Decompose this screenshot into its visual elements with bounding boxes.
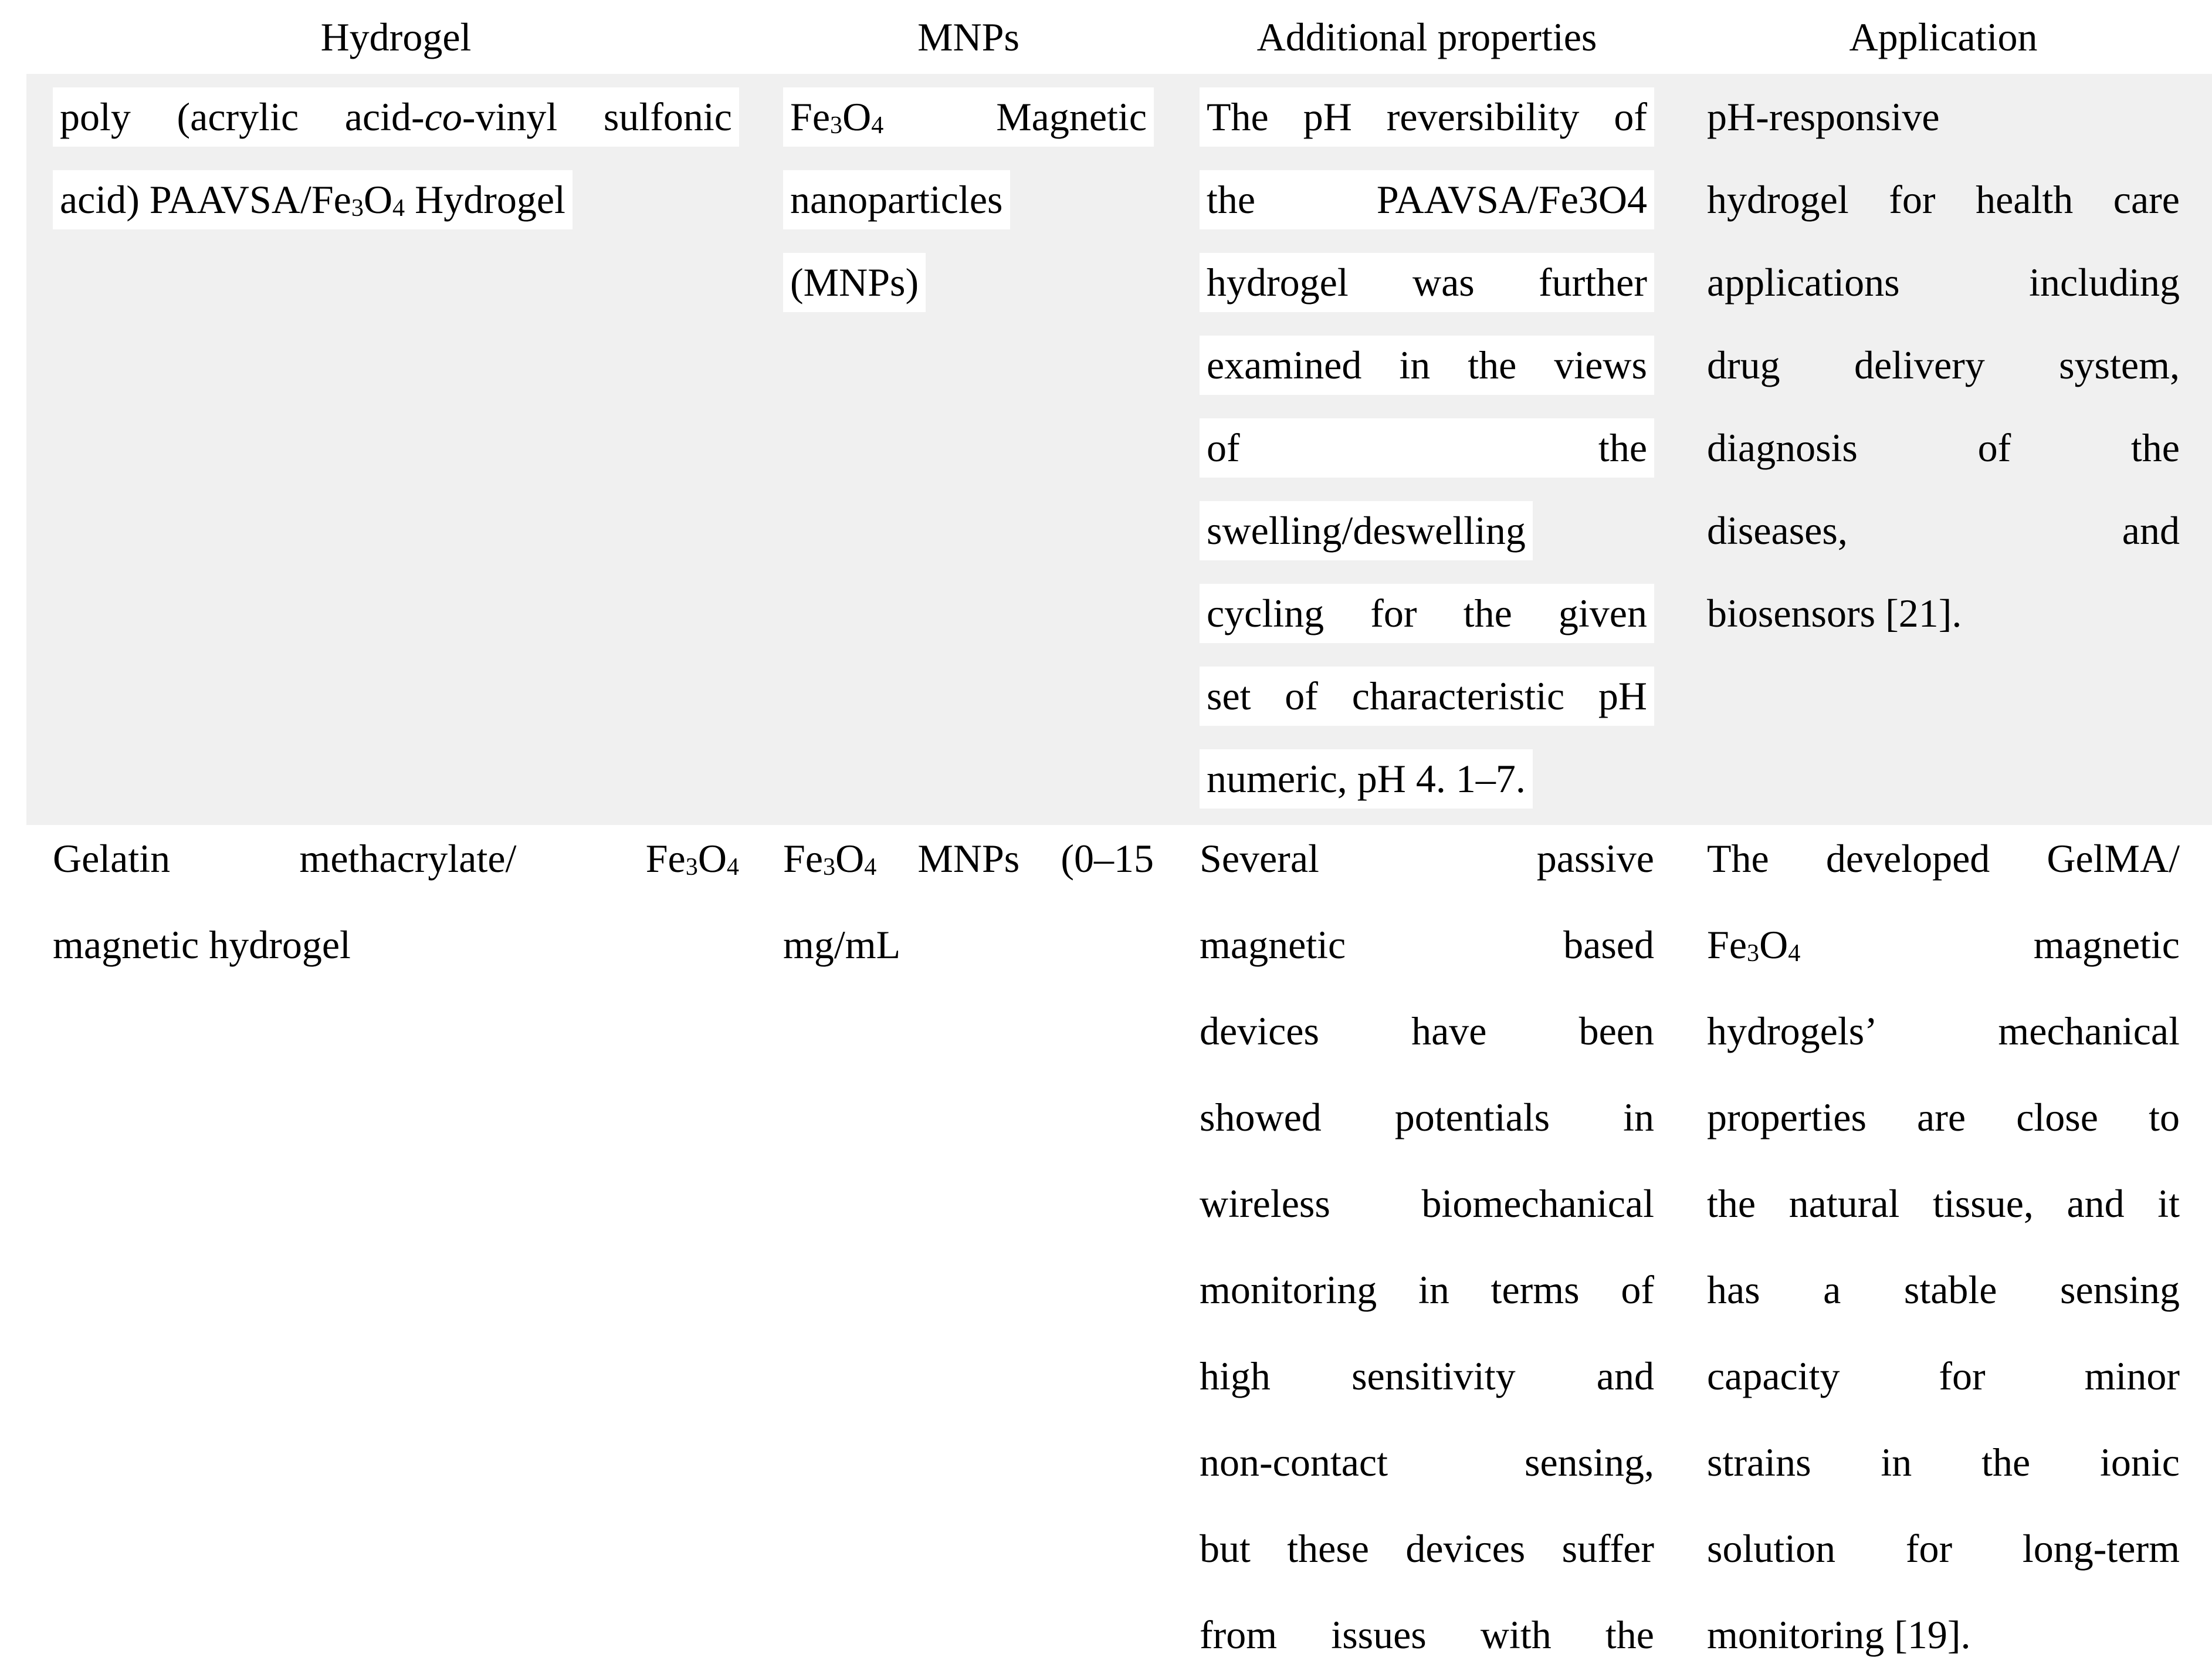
- text-line: [783, 253, 1154, 336]
- cell-text: magnetic based: [1200, 922, 1654, 967]
- cell-text: from issues with the: [1200, 1612, 1654, 1657]
- text-line: [1707, 1605, 2180, 1674]
- text-line: [783, 829, 1154, 915]
- text-line: [1200, 1174, 1654, 1260]
- highlighted-text: The pH reversibility of: [1200, 87, 1654, 147]
- text-line: [1200, 1347, 1654, 1433]
- cell-row2-mnps: [783, 829, 1154, 1002]
- text-line: [1200, 749, 1654, 832]
- text-line: [1200, 87, 1654, 170]
- column-header-additional-properties: Additional properties: [1256, 14, 1597, 59]
- text-line: [1200, 1433, 1654, 1519]
- cell-text: capacity for minor: [1707, 1354, 2180, 1398]
- text-line: [1200, 1260, 1654, 1347]
- cell-text: diagnosis of the: [1707, 425, 2180, 470]
- cell-text: properties are close to: [1707, 1095, 2180, 1139]
- text-line: [1200, 1002, 1654, 1088]
- text-line: [783, 87, 1154, 170]
- text-line: [1707, 418, 2180, 501]
- text-line: [1707, 1433, 2180, 1519]
- cell-text: applications including: [1707, 260, 2180, 305]
- cell-text: Gelatin methacrylate/ $Fe_3O_4$: [53, 836, 739, 881]
- text-line: [1200, 336, 1654, 418]
- highlighted-text: nanoparticles: [783, 170, 1010, 229]
- text-line: [1200, 915, 1654, 1002]
- cell-text: The developed GelMA/: [1707, 836, 2180, 881]
- cell-text: pH-responsive: [1707, 94, 1940, 139]
- highlighted-text: hydrogel was further: [1200, 253, 1654, 312]
- highlighted-text: of the: [1200, 418, 1654, 478]
- cell-text: high sensitivity and: [1200, 1354, 1654, 1398]
- cell-row1-application: [1707, 87, 2180, 667]
- text-line: [1707, 829, 2180, 915]
- cell-text: biosensors [21].: [1707, 591, 1962, 635]
- text-line: [1200, 1519, 1654, 1605]
- text-line: [53, 87, 739, 170]
- column-header-mnps: MNPs: [917, 14, 1019, 59]
- text-line: [1707, 1174, 2180, 1260]
- cell-text: wireless biomechanical: [1200, 1181, 1654, 1226]
- cell-text: solution for long-term: [1707, 1526, 2180, 1571]
- text-line: [1707, 87, 2180, 170]
- text-line: [1707, 915, 2180, 1002]
- cell-row2-hydrogel: [53, 829, 739, 1002]
- text-line: [1707, 1519, 2180, 1605]
- highlighted-text: examined in the views: [1200, 336, 1654, 395]
- text-line: [53, 915, 739, 1002]
- highlighted-text: set of characteristic pH: [1200, 667, 1654, 726]
- text-line: [1707, 1260, 2180, 1347]
- text-line: [1200, 170, 1654, 253]
- text-line: [1200, 253, 1654, 336]
- cell-text: hydrogels’ mechanical: [1707, 1009, 2180, 1053]
- cell-text: $Fe_3O_4$ magnetic: [1707, 922, 2180, 968]
- cell-text: hydrogel for health care: [1707, 177, 2180, 222]
- cell-text: monitoring [19].: [1707, 1612, 1971, 1657]
- column-header-application: Application: [1849, 14, 2038, 59]
- text-line: [1707, 1088, 2180, 1174]
- cell-row2-application: [1707, 829, 2180, 1674]
- cell-text: $Fe_3O_4$ MNPs (0–15: [783, 836, 1154, 881]
- highlighted-text: swelling/deswelling: [1200, 501, 1533, 560]
- highlighted-text: numeric, pH 4. 1–7.: [1200, 749, 1533, 809]
- text-line: [1707, 1002, 2180, 1088]
- cell-text: mg/mL: [783, 922, 901, 967]
- cell-text: has a stable sensing: [1707, 1267, 2180, 1312]
- text-line: [1200, 1088, 1654, 1174]
- cell-text: devices have been: [1200, 1009, 1654, 1053]
- cell-text: diseases, and: [1707, 508, 2180, 553]
- cell-text: Several passive: [1200, 836, 1654, 881]
- text-line: [783, 915, 1154, 1002]
- text-line: [1707, 170, 2180, 253]
- text-line: [1707, 584, 2180, 667]
- cell-text: magnetic hydrogel: [53, 922, 351, 967]
- highlighted-text: poly (acrylic acid-co-vinyl sulfonic: [53, 87, 739, 147]
- text-line: [1707, 253, 2180, 336]
- highlighted-text: cycling for the given: [1200, 584, 1654, 643]
- text-line: [1200, 1605, 1654, 1674]
- text-line: [1200, 418, 1654, 501]
- cell-text: strains in the ionic: [1707, 1440, 2180, 1484]
- text-line: [1707, 1347, 2180, 1433]
- text-line: [1200, 829, 1654, 915]
- cell-text: showed potentials in: [1200, 1095, 1654, 1139]
- cell-text: monitoring in terms of: [1200, 1267, 1654, 1312]
- text-line: [1200, 667, 1654, 749]
- cell-row1-additional-properties: [1200, 87, 1654, 832]
- cell-text: drug delivery system,: [1707, 343, 2180, 387]
- text-line: [1200, 584, 1654, 667]
- cell-row1-hydrogel: [53, 87, 739, 253]
- text-line: [783, 170, 1154, 253]
- highlighted-text: acid) PAAVSA/$Fe_3O_4$ Hydrogel: [53, 170, 573, 229]
- cell-text: the natural tissue, and it: [1707, 1181, 2180, 1226]
- cell-text: non-contact sensing,: [1200, 1440, 1654, 1484]
- text-line: [53, 170, 739, 253]
- cell-row2-additional-properties: [1200, 829, 1654, 1674]
- text-line: [1200, 501, 1654, 584]
- cell-row1-mnps: [783, 87, 1154, 336]
- highlighted-text: $Fe_3O_4$ Magnetic: [783, 87, 1154, 147]
- column-header-hydrogel: Hydrogel: [320, 14, 472, 59]
- highlighted-text: (MNPs): [783, 253, 926, 312]
- text-line: [1707, 501, 2180, 584]
- text-line: [53, 829, 739, 915]
- highlighted-text: the PAAVSA/Fe3O4: [1200, 170, 1654, 229]
- cell-text: but these devices suffer: [1200, 1526, 1654, 1571]
- text-line: [1707, 336, 2180, 418]
